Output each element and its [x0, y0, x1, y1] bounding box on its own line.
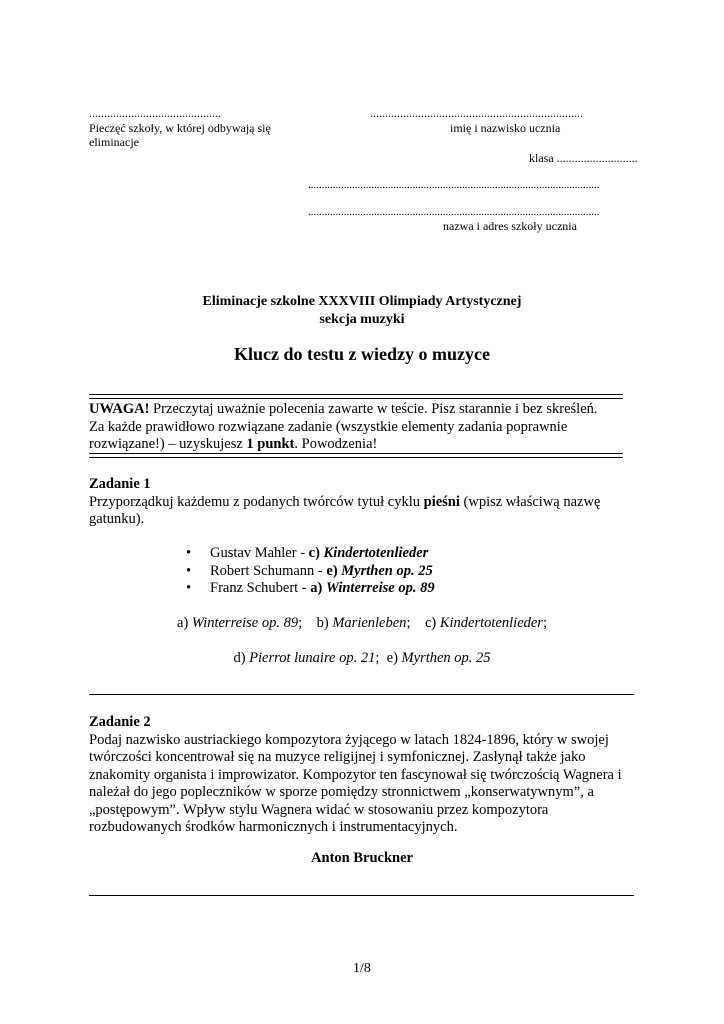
notice-label: UWAGA! [89, 401, 150, 417]
task2-line: rozbudowanych środków harmonicznych i instrumentacyjnych. [89, 819, 458, 835]
list-item: • Robert Schumann - e) Myrthen op. 25 [186, 563, 435, 581]
school-stamp-label: Pieczęć szkoły, w której odbywają się [89, 121, 271, 135]
task2-line: należał do jego popleczników w sporze pomiędzy stronnictwem „konserwatywnym”, a [89, 784, 594, 800]
school-address-label: nazwa i adres szkoły ucznia [443, 219, 577, 233]
task2-line: Podaj nazwisko austriackiego kompozytora żyjącego w latach 1824-1896, który w swojej [89, 731, 609, 748]
page-number: 1/8 [353, 961, 371, 976]
task1-options-line2: d) Pierrot lunaire op. 21; e) Myrthen op. 25 [233, 650, 491, 666]
notice-text-1: Przeczytaj uważnie polecenia zawarte w teście. Pisz starannie i bez skreśleń. [149, 401, 598, 417]
notice-point: 1 punkt [246, 436, 295, 452]
class-field: klasa ........................... [529, 151, 638, 165]
student-name-label: imię i nazwisko ucznia [450, 121, 561, 135]
task2-line: „postępowym”. Wpływ stylu Wagnera widać w stosowaniu przez kompozytora [89, 801, 549, 818]
school-address-dots-1: .......................................................................................................... [308, 179, 600, 191]
task1 [89, 476, 634, 529]
notice-line-2: Za każde prawidłowo rozwiązane zadanie (wszystkie elementy zadania poprawnie [89, 418, 568, 435]
list-item: • Franz Schubert - a) Winterreise op. 89 [186, 580, 435, 598]
task2-line: twórczości koncentrował się na muzyce religijnej i symfonicznej. Zasłynął także jako [89, 749, 586, 765]
task2 [89, 714, 649, 837]
task1-divider [89, 694, 634, 695]
task1-instruction-line2: gatunku). [89, 511, 145, 527]
notice-text-3a: rozwiązane!) – uzyskujesz [89, 436, 247, 452]
notice-line-1 [89, 401, 623, 419]
task2-heading: Zadanie 2 [89, 714, 151, 730]
task1-heading: Zadanie 1 [89, 476, 151, 492]
notice-line-3 [89, 436, 623, 454]
school-address-dots-2: .......................................................................................................... [308, 206, 600, 218]
student-name-dots: ....................................................................... [370, 106, 583, 120]
task1-instruction: Przyporządkuj każdemu z podanych twórców tytuł cyklu pieśni (wpisz właściwą nazwę [89, 493, 601, 510]
notice-top-rule [89, 394, 623, 399]
task2-line: znakomity organista i improwizator. Kompozytor ten fascynował się twórczością Wagnera i [89, 766, 622, 783]
notice-text-3c: . Powodzenia! [294, 436, 378, 452]
task1-answer-list [186, 545, 435, 598]
school-stamp-dots: ............................................ [89, 106, 221, 120]
task2-divider [89, 895, 634, 896]
task1-options-line1: a) Winterreise op. 89; b) Marienleben; c) Kindertotenlieder; [177, 615, 547, 631]
page-title: Klucz do testu z wiedzy o muzyce [234, 344, 490, 364]
olympiad-title: Eliminacje szkolne XXXVIII Olimpiady Artystycznej [202, 294, 522, 309]
school-stamp-label-line2: eliminacje [89, 135, 139, 149]
list-item: • Gustav Mahler - c) Kindertotenlieder [186, 545, 435, 563]
section-title: sekcja muzyki [319, 312, 405, 327]
notice-bottom-rule [89, 453, 623, 458]
task2-answer: Anton Bruckner [311, 850, 413, 866]
notice-box [89, 401, 623, 454]
